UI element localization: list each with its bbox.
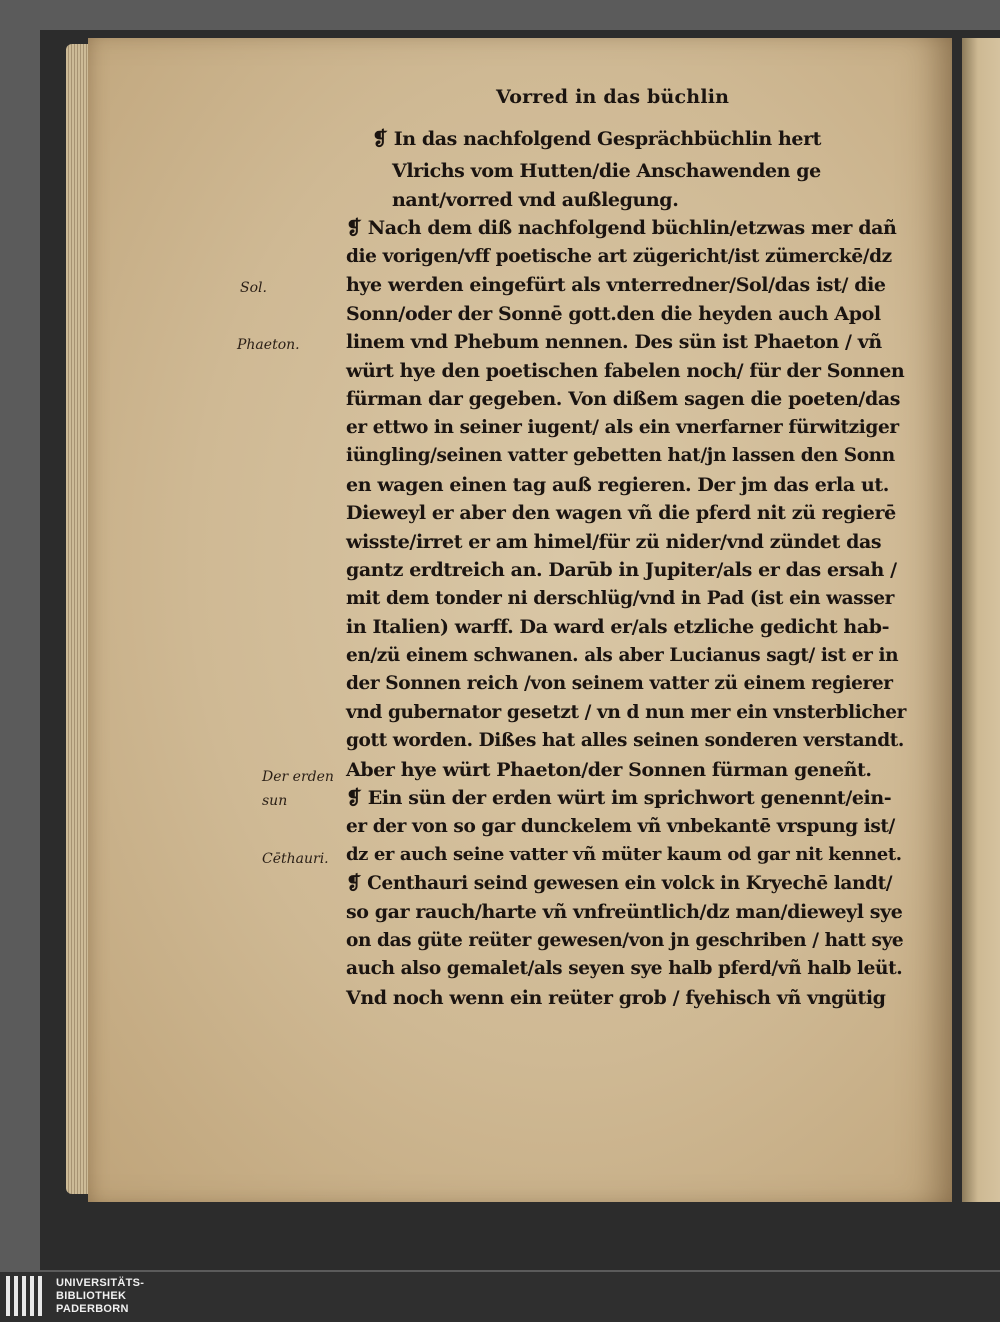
text-line: Vnd noch wenn ein reüter grob / fyehisch vñ vngütig — [346, 987, 886, 1009]
text-line: iüngling/seinen vatter gebetten hat/jn lassen den Sonn — [346, 445, 895, 466]
text-line: gantz erdtreich an. Darūb in Jupiter/als er das ersah / — [346, 559, 897, 581]
margin-note-sun: sun — [262, 793, 288, 809]
text-line: linem vnd Phebum nennen. Des sün ist Phaeton / vñ — [346, 331, 882, 353]
text-line: auch also gemalet/als seyen sye halb pferd/vñ halb leüt. — [346, 958, 903, 979]
text-line: ❡ Ein sün der erden würt im sprichwort genennt/ein- — [346, 787, 892, 809]
margin-note-phaeton: Phaeton. — [237, 337, 300, 353]
text-line: nant/vorred vnd außlegung. — [392, 189, 679, 211]
facing-page-edge — [962, 38, 1000, 1202]
text-line: Dieweyl er aber den wagen vñ die pferd nit zü regierē — [346, 502, 896, 524]
logo-text-line-2: BIBLIOTHEK — [56, 1290, 127, 1302]
page-header: Vorred in das büchlin — [496, 86, 730, 108]
text-line: dz er auch seine vatter vñ müter kaum od gar nit kennet. — [346, 844, 902, 865]
margin-note-centhauri: Cēthauri. — [262, 851, 329, 867]
text-line: wisste/irret er am himel/für zü nider/vnd zündet das — [346, 531, 882, 553]
text-line: gott worden. Dißes hat alles seinen sonderen verstandt. — [346, 730, 904, 751]
text-line: Sonn/oder der Sonnē gott.den die heyden auch Apol — [346, 303, 881, 325]
text-line: er der von so gar dunckelem vñ vnbekantē vrspung ist/ — [346, 816, 895, 837]
text-line: er ettwo in seiner iugent/ als ein vnerfarner fürwitziger — [346, 417, 899, 438]
text-line: ❡ Centhauri seind gewesen ein volck in Kryechē landt/ — [346, 873, 893, 894]
text-line: in Italien) warff. Da ward er/als etzliche gedicht hab- — [346, 616, 890, 638]
text-line: en/zü einem schwanen. als aber Lucianus sagt/ ist er in — [346, 645, 899, 666]
text-line: der Sonnen reich /von seinem vatter zü einem regierer — [346, 673, 893, 694]
text-line: Aber hye würt Phaeton/der Sonnen fürman geneñt. — [346, 759, 872, 781]
text-line: en wagen einen tag auß regieren. Der jm das erla ut. — [346, 474, 889, 496]
text-line: würt hye den poetischen fabelen noch/ für der Sonnen — [346, 360, 905, 382]
margin-note-sol: Sol. — [240, 280, 267, 296]
text-line: so gar rauch/harte vñ vnfreüntlich/dz man/dieweyl sye — [346, 901, 903, 923]
library-logo-icon — [6, 1276, 48, 1316]
logo-text-line-3: PADERBORN — [56, 1303, 129, 1315]
text-line: fürman dar gegeben. Von dißem sagen die poeten/das — [346, 388, 901, 410]
text-line: hye werden eingefürt als vnterredner/Sol/das ist/ die — [346, 274, 886, 296]
text-line: ❡ Nach dem diß nachfolgend büchlin/etzwas mer dañ — [346, 217, 897, 239]
text-line: mit dem tonder ni derschlüg/vnd in Pad (ist ein wasser — [346, 588, 895, 609]
text-line: ❡ In das nachfolgend Gesprächbüchlin hert — [372, 128, 822, 150]
text-line: die vorigen/vff poetische art zügericht/ist zümerckē/dz — [346, 246, 892, 267]
text-line: Vlrichs vom Hutten/die Anschawenden ge — [392, 160, 821, 182]
logo-text-line-1: UNIVERSITÄTS- — [56, 1277, 145, 1289]
margin-note-der-erden: Der erden — [262, 769, 334, 785]
text-line: vnd gubernator gesetzt / vn d nun mer ein vnsterblicher — [346, 702, 906, 723]
library-footer — [0, 1272, 1000, 1322]
text-line: on das güte reüter gewesen/von jn geschriben / hatt sye — [346, 930, 904, 951]
